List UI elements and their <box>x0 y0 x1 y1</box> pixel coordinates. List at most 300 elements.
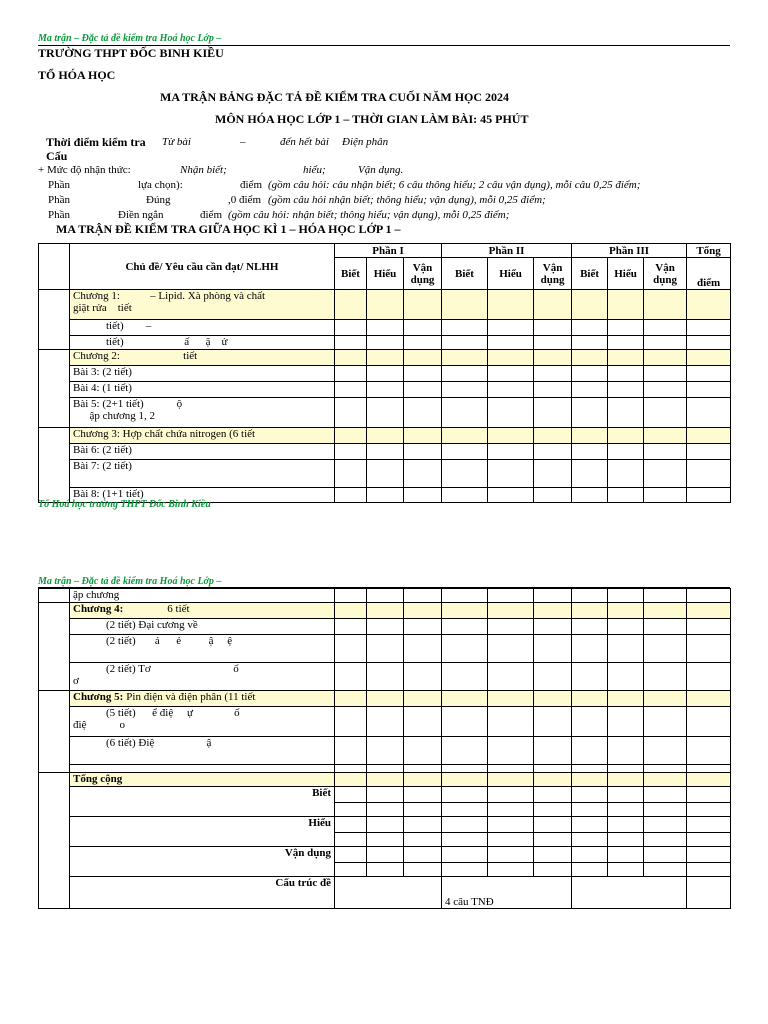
table-cell <box>687 603 731 619</box>
table-cell <box>488 336 534 350</box>
table-cell <box>608 460 644 488</box>
table-cell <box>608 619 644 635</box>
row-group-cell <box>39 589 70 603</box>
table-cell <box>488 737 534 765</box>
table-cell <box>335 847 367 863</box>
table-cell <box>572 765 608 773</box>
table-cell <box>687 691 731 707</box>
table-cell <box>488 589 534 603</box>
table-cell <box>687 635 731 663</box>
table-cell <box>644 737 687 765</box>
table-cell <box>644 398 687 428</box>
table-cell <box>687 366 731 382</box>
table-cell <box>608 350 644 366</box>
table-cell <box>404 803 442 817</box>
table-cell <box>404 817 442 833</box>
table-row <box>39 382 731 398</box>
table-cell <box>488 382 534 398</box>
p1-biet: Biết <box>335 258 367 290</box>
table-cell <box>488 787 534 803</box>
table-cell <box>534 589 572 603</box>
table-cell <box>572 619 608 635</box>
table-cell <box>442 619 488 635</box>
table-cell <box>687 460 731 488</box>
table-cell <box>534 803 572 817</box>
table-cell <box>608 336 644 350</box>
table-cell <box>488 863 534 877</box>
part2-b: Đúng <box>146 194 171 206</box>
row-label: Chương 4: 6 tiết <box>70 603 335 619</box>
table-cell <box>534 366 572 382</box>
table-cell <box>608 765 644 773</box>
table-cell <box>608 635 644 663</box>
table-cell <box>367 320 404 336</box>
table-cell <box>335 619 367 635</box>
table-cell <box>608 488 644 503</box>
row-label: Bài 8: (1+1 tiết) <box>70 488 335 503</box>
summary-row <box>39 877 731 893</box>
table-cell <box>572 847 608 863</box>
table-cell <box>335 336 367 350</box>
table-cell <box>608 833 644 847</box>
table-cell <box>367 787 404 803</box>
table-cell <box>442 765 488 773</box>
table-cell <box>572 833 608 847</box>
p1-hieu: Hiểu <box>367 258 404 290</box>
row-label: Chương 2: tiết <box>70 350 335 366</box>
table-cell <box>335 803 367 817</box>
table-cell <box>367 290 404 320</box>
table-cell <box>367 765 404 773</box>
table-cell <box>404 603 442 619</box>
part3-c: điểm <box>200 209 222 221</box>
table-cell <box>335 817 367 833</box>
table-cell <box>367 863 404 877</box>
document-title: MA TRẬN BẢNG ĐẶC TẢ ĐỀ KIỂM TRA CUỐI NĂM HỌC 2024 <box>160 90 510 104</box>
table-cell <box>572 460 608 488</box>
row-label: tiết) – <box>70 320 335 336</box>
p3-biet: Biết <box>572 258 608 290</box>
total-header-bottom: điểm <box>687 258 731 290</box>
part1-b: lựa chọn): <box>138 179 183 191</box>
table-cell <box>488 428 534 444</box>
row-label: Bài 4: (1 tiết) <box>70 382 335 398</box>
level-3: Vận dụng. <box>358 164 404 176</box>
table-cell <box>687 398 731 428</box>
part2-a: Phần <box>48 194 70 206</box>
table-cell <box>608 663 644 691</box>
table-cell <box>367 382 404 398</box>
summary-label-hieu: Hiểu <box>70 817 335 847</box>
table-cell <box>608 773 644 787</box>
table-cell <box>644 707 687 737</box>
table-cell <box>534 619 572 635</box>
table-cell <box>442 460 488 488</box>
table-cell <box>644 428 687 444</box>
table-cell <box>644 847 687 863</box>
topic-end-text: Điện phân <box>342 136 389 148</box>
table-cell <box>442 398 488 428</box>
table-cell <box>687 803 731 817</box>
structure-cell-2 <box>442 877 572 909</box>
table-cell <box>534 707 572 737</box>
table-row <box>39 619 731 635</box>
table-cell <box>687 765 731 773</box>
row-label <box>70 765 335 773</box>
table-row <box>39 773 731 787</box>
table-cell <box>488 765 534 773</box>
table-cell <box>534 863 572 877</box>
table-cell <box>367 350 404 366</box>
table-cell <box>335 635 367 663</box>
table-cell <box>608 691 644 707</box>
cau-text: Cấu <box>46 149 68 163</box>
table-cell <box>335 773 367 787</box>
table-cell <box>608 290 644 320</box>
table-cell <box>608 320 644 336</box>
table-cell <box>367 488 404 503</box>
row-group-cell <box>39 603 70 691</box>
topic-column-header: Chủ đề/ Yêu cầu cần đạt/ NLHH <box>70 244 335 290</box>
table-cell <box>442 635 488 663</box>
row-label: (6 tiết) Điệ ậ <box>70 737 335 765</box>
table-cell <box>687 773 731 787</box>
table-cell <box>572 691 608 707</box>
part1-header: Phần I <box>335 244 442 258</box>
table-cell <box>335 765 367 773</box>
table-cell <box>608 398 644 428</box>
table-cell <box>572 737 608 765</box>
table-cell <box>488 773 534 787</box>
table-cell <box>335 787 367 803</box>
table-cell <box>404 765 442 773</box>
table-cell <box>367 803 404 817</box>
structure-cell-1 <box>335 877 442 909</box>
table-cell <box>404 382 442 398</box>
row-group-cell <box>39 290 70 350</box>
table-row <box>39 765 731 773</box>
summary-row <box>39 787 731 803</box>
total-header-top: Tổng <box>687 244 731 258</box>
p2-vandung: Vận dụng <box>534 258 572 290</box>
table-cell <box>404 663 442 691</box>
table-cell <box>335 737 367 765</box>
table-cell <box>608 603 644 619</box>
row-label: Tổng cộng <box>70 773 335 787</box>
table-cell <box>687 320 731 336</box>
table-cell <box>335 444 367 460</box>
p3-vandung: Vận dụng <box>644 258 687 290</box>
table-cell <box>442 663 488 691</box>
table-row <box>39 691 731 707</box>
table-cell <box>335 663 367 691</box>
table-cell <box>404 787 442 803</box>
part3-b: Điền ngắn <box>118 209 164 221</box>
table-cell <box>608 847 644 863</box>
table-cell <box>488 350 534 366</box>
table-cell <box>404 350 442 366</box>
table-cell <box>534 320 572 336</box>
table-cell <box>488 817 534 833</box>
table-cell <box>572 290 608 320</box>
table-cell <box>534 603 572 619</box>
row-label: Chương 1: – Lipid. Xà phòng và chất giặt rửa tiết <box>70 290 335 320</box>
table-cell <box>534 833 572 847</box>
table-cell <box>335 589 367 603</box>
table-cell <box>608 366 644 382</box>
summary-label-cau-truc: Cấu trúc đề <box>70 877 335 909</box>
table-cell <box>572 787 608 803</box>
table-cell <box>404 428 442 444</box>
matrix-table-page1 <box>38 243 731 503</box>
part1-c: điểm <box>240 179 262 191</box>
table-cell <box>367 428 404 444</box>
table-cell <box>534 847 572 863</box>
table-cell <box>367 773 404 787</box>
table-cell <box>335 460 367 488</box>
table-cell <box>367 603 404 619</box>
table-cell <box>442 803 488 817</box>
table-cell <box>367 707 404 737</box>
table-cell <box>442 603 488 619</box>
table-cell <box>335 488 367 503</box>
table-cell <box>534 290 572 320</box>
part2-d: (gồm câu hỏi nhận biết; thông hiểu; vận dụng), mỗi 0,25 điểm; <box>268 194 546 206</box>
table-cell <box>488 707 534 737</box>
table-cell <box>608 787 644 803</box>
row-group-cell <box>39 428 70 503</box>
department-name: TỔ HÓA HỌC <box>38 68 116 82</box>
table-cell <box>442 350 488 366</box>
table-cell <box>687 444 731 460</box>
table-cell <box>488 803 534 817</box>
row-group-cell <box>39 350 70 428</box>
table-row <box>39 398 731 428</box>
table-cell <box>367 398 404 428</box>
table-cell <box>404 589 442 603</box>
table-cell <box>367 691 404 707</box>
table-cell <box>644 691 687 707</box>
table-cell <box>442 290 488 320</box>
row-label: Bài 7: (2 tiết) <box>70 460 335 488</box>
table-cell <box>335 398 367 428</box>
table-cell <box>644 460 687 488</box>
table-cell <box>572 336 608 350</box>
table-cell <box>442 863 488 877</box>
part1-a: Phần <box>48 179 70 191</box>
table-cell <box>572 382 608 398</box>
table-cell <box>335 290 367 320</box>
table-row <box>39 737 731 765</box>
row-label: Bài 5: (2+1 tiết) ộ ập chương 1, 2 <box>70 398 335 428</box>
table-cell <box>572 863 608 877</box>
table-row <box>39 290 731 320</box>
table-cell <box>534 765 572 773</box>
table-cell <box>442 787 488 803</box>
table-cell <box>404 707 442 737</box>
row-group-cell <box>39 773 70 909</box>
table-cell <box>404 635 442 663</box>
part3-a: Phần <box>48 209 70 221</box>
table-cell <box>572 817 608 833</box>
table-cell <box>534 635 572 663</box>
table-cell <box>442 589 488 603</box>
table-cell <box>442 847 488 863</box>
p3-hieu: Hiểu <box>608 258 644 290</box>
table-cell <box>404 398 442 428</box>
row-label: (5 tiết) ể điệ ự ố điệ o <box>70 707 335 737</box>
matrix-title: MA TRẬN ĐỀ KIỂM TRA GIỮA HỌC KÌ 1 – HÓA HỌC LỚP 1 – <box>56 222 401 236</box>
table-row <box>39 366 731 382</box>
table-cell <box>608 428 644 444</box>
table-cell <box>367 663 404 691</box>
matrix-table-page2 <box>38 588 731 909</box>
table-cell <box>404 691 442 707</box>
table-cell <box>488 663 534 691</box>
table-cell <box>572 488 608 503</box>
table-cell <box>335 428 367 444</box>
table-cell <box>335 320 367 336</box>
table-cell <box>488 488 534 503</box>
table-cell <box>644 663 687 691</box>
table-cell <box>404 366 442 382</box>
table-cell <box>488 366 534 382</box>
table-cell <box>488 460 534 488</box>
table-cell <box>644 863 687 877</box>
table-cell <box>687 488 731 503</box>
row-label: Chương 3: Hợp chất chứa nitrogen (6 tiết <box>70 428 335 444</box>
table-cell <box>404 320 442 336</box>
p2-hieu: Hiểu <box>488 258 534 290</box>
table-cell <box>572 398 608 428</box>
table-cell <box>572 589 608 603</box>
row-group-cell <box>39 691 70 773</box>
table-row <box>39 635 731 663</box>
page-footer: Tổ Hoá học trường THPT Đốc Binh Kiều <box>38 499 211 510</box>
table-cell <box>442 817 488 833</box>
table-cell <box>534 663 572 691</box>
table-cell <box>442 707 488 737</box>
table-cell <box>367 619 404 635</box>
table-row <box>39 320 731 336</box>
table-cell <box>488 290 534 320</box>
table-cell <box>442 320 488 336</box>
table-cell <box>534 817 572 833</box>
table-cell <box>367 635 404 663</box>
table-cell <box>644 833 687 847</box>
corner-cell <box>39 244 70 290</box>
table-cell <box>442 773 488 787</box>
table-cell <box>608 444 644 460</box>
table-cell <box>572 350 608 366</box>
table-cell <box>404 619 442 635</box>
table-cell <box>644 603 687 619</box>
table-cell <box>572 320 608 336</box>
table-cell <box>644 773 687 787</box>
row-label: Bài 6: (2 tiết) <box>70 444 335 460</box>
table-row <box>39 589 731 603</box>
table-cell <box>534 737 572 765</box>
table-cell <box>442 488 488 503</box>
table-cell <box>442 382 488 398</box>
table-cell <box>687 350 731 366</box>
summary-label-biet: Biết <box>70 787 335 817</box>
table-cell <box>404 847 442 863</box>
table-cell <box>367 444 404 460</box>
table-row <box>39 336 731 350</box>
table-cell <box>404 460 442 488</box>
table-cell <box>644 444 687 460</box>
table-cell <box>404 444 442 460</box>
table-cell <box>572 603 608 619</box>
document-subtitle: MÔN HÓA HỌC LỚP 1 – THỜI GIAN LÀM BÀI: 45 PHÚT <box>215 112 529 126</box>
table-cell <box>572 444 608 460</box>
table-cell <box>534 398 572 428</box>
table-cell <box>442 444 488 460</box>
table-cell <box>687 382 731 398</box>
table-cell <box>644 488 687 503</box>
table-cell <box>404 863 442 877</box>
table-cell <box>488 398 534 428</box>
table-cell <box>687 737 731 765</box>
table-cell <box>572 773 608 787</box>
table-cell <box>687 847 731 863</box>
table-cell <box>687 663 731 691</box>
table-cell <box>608 863 644 877</box>
table-cell <box>534 382 572 398</box>
table-cell <box>644 350 687 366</box>
part1-d: (gồm câu hỏi: câu nhận biết; 6 câu thông hiểu; 2 câu vận dụng), mỗi câu 0,25 điểm; <box>268 179 641 191</box>
table-cell <box>367 833 404 847</box>
table-cell <box>608 817 644 833</box>
summary-label-van_dung: Vận dụng <box>70 847 335 877</box>
row-label: tiết) ấ ặ ử <box>70 336 335 350</box>
table-cell <box>644 635 687 663</box>
table-cell <box>534 787 572 803</box>
table-cell <box>488 603 534 619</box>
table-cell <box>404 290 442 320</box>
table-cell <box>488 619 534 635</box>
table-cell <box>335 603 367 619</box>
part2-header: Phần II <box>442 244 572 258</box>
table-cell <box>488 444 534 460</box>
table-cell <box>404 488 442 503</box>
running-header: Ma trận – Đặc tả đề kiểm tra Hoá học Lớp – <box>38 33 222 44</box>
table-cell <box>367 847 404 863</box>
summary-row <box>39 817 731 833</box>
table-cell <box>644 589 687 603</box>
table-cell <box>644 619 687 635</box>
table-cell <box>644 817 687 833</box>
table-cell <box>608 382 644 398</box>
table-cell <box>335 382 367 398</box>
level-1: Nhận biết; <box>180 164 227 176</box>
structure-cell-4 <box>687 877 731 909</box>
table-cell <box>534 773 572 787</box>
time-label: Thời điểm kiểm tra <box>46 135 146 149</box>
dash-text: – <box>240 136 246 148</box>
table-cell <box>608 707 644 737</box>
table-cell <box>534 428 572 444</box>
to-text: đến hết bài <box>280 136 329 148</box>
table-cell <box>442 691 488 707</box>
table-cell <box>687 817 731 833</box>
table-cell <box>608 737 644 765</box>
structure-cell-3 <box>572 877 687 909</box>
table-row <box>39 663 731 691</box>
part2-c: ,0 điểm <box>228 194 261 206</box>
table-cell <box>644 787 687 803</box>
